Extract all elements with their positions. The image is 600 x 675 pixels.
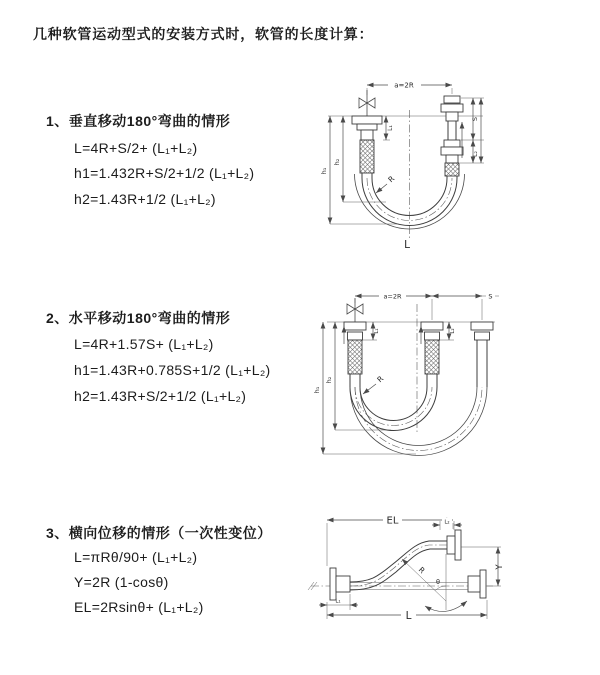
right-flange-displaced bbox=[471, 322, 493, 387]
right-flange-lower bbox=[441, 140, 463, 178]
valve-icon bbox=[347, 298, 363, 322]
dim-s-label: S bbox=[488, 292, 493, 301]
braid-section bbox=[425, 340, 439, 374]
section-3-heading: 3、横向位移的情形（一次性变位） bbox=[46, 525, 272, 541]
dim-l1-label: L₁ bbox=[335, 598, 341, 605]
dim-h1 bbox=[313, 322, 416, 454]
dim-a2r bbox=[367, 82, 452, 96]
dim-s-label: S bbox=[471, 116, 479, 122]
angle-theta-label: θ bbox=[436, 578, 440, 586]
left-flange bbox=[344, 322, 366, 387]
radius-label: R bbox=[416, 565, 427, 576]
dim-l1 bbox=[383, 116, 394, 140]
right-flange-raised bbox=[447, 530, 461, 560]
dim-s bbox=[432, 293, 499, 301]
section-2-heading: 2、水平移动180°弯曲的情形 bbox=[46, 310, 231, 326]
section-2-formula-h2: h2=1.43R+S/2+1/2 (L₁+L₂) bbox=[74, 388, 247, 404]
radius-label: R bbox=[386, 174, 397, 185]
dim-l2-label: L₂ bbox=[450, 328, 456, 334]
section-1-formula-h2: h2=1.43R+1/2 (L₁+L₂) bbox=[74, 191, 216, 207]
section-2-formula-h1: h1=1.43R+0.785S+1/2 (L₁+L₂) bbox=[74, 362, 271, 378]
radius-label: R bbox=[375, 374, 386, 385]
valve-icon bbox=[359, 90, 375, 116]
middle-flange bbox=[421, 322, 443, 387]
hose-u-bend-displaced bbox=[350, 387, 487, 456]
dim-l1 bbox=[319, 594, 358, 610]
dim-h1-label: h₁ bbox=[320, 167, 328, 175]
diagram-lateral-displacement bbox=[303, 498, 595, 650]
dim-l1-label: L₁ bbox=[374, 328, 380, 334]
braid-section bbox=[360, 140, 374, 173]
section-3-formula-L: L=πRθ/90+ (L₁+L₂) bbox=[74, 549, 198, 565]
dim-h2-label: h₂ bbox=[333, 158, 341, 166]
section-2-formula-L: L=4R+1.57S+ (L₁+L₂) bbox=[74, 336, 214, 352]
dim-l2 bbox=[472, 140, 479, 163]
dim-a2r-label: a=2R bbox=[383, 292, 402, 301]
diagram-horizontal-180-bend bbox=[303, 282, 595, 460]
dim-h2-label: h₂ bbox=[325, 376, 333, 384]
diagram-vertical-180-bend bbox=[300, 70, 565, 262]
left-flange bbox=[352, 116, 382, 178]
dim-l1-label: L₁ bbox=[387, 125, 394, 131]
radius-callout bbox=[363, 374, 385, 394]
right-flange-upper bbox=[441, 96, 463, 140]
dim-l bbox=[327, 600, 487, 622]
left-flange bbox=[330, 568, 350, 600]
dim-a2r bbox=[355, 293, 482, 321]
dim-a2r-label: a=2R bbox=[394, 81, 414, 90]
section-1-formula-h1: h1=1.432R+S/2+1/2 (L₁+L₂) bbox=[74, 165, 255, 181]
section-1-formula-L: L=4R+S/2+ (L₁+L₂) bbox=[74, 140, 198, 156]
section-3-formula-EL: EL=2Rsinθ+ (L₁+L₂) bbox=[74, 599, 204, 615]
section-3-formula-Y: Y=2R (1-cosθ) bbox=[74, 574, 169, 590]
dim-l2-label: L₂ bbox=[444, 519, 450, 526]
section-1-heading: 1、垂直移动180°弯曲的情形 bbox=[46, 113, 231, 129]
dim-el-label: EL bbox=[386, 515, 399, 527]
dim-l-label: L bbox=[404, 239, 410, 251]
dim-h1-label: h₁ bbox=[313, 386, 321, 394]
radius-callout bbox=[376, 174, 396, 193]
dim-l2-label: L₂ bbox=[472, 151, 479, 157]
braid-section bbox=[445, 163, 459, 176]
dim-y-label: Y bbox=[495, 564, 505, 570]
dim-l-label: L bbox=[405, 610, 412, 622]
page-title: 几种软管运动型式的安装方式时，软管的长度计算： bbox=[33, 26, 374, 42]
braid-section bbox=[348, 340, 362, 374]
